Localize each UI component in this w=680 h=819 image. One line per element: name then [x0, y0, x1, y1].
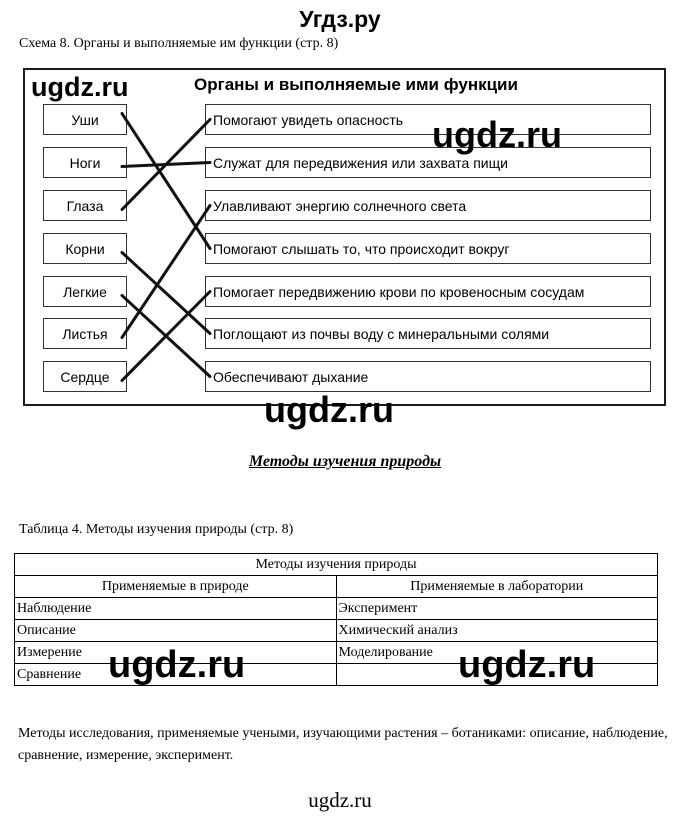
organ-box: Легкие: [43, 276, 127, 307]
table-cell: Измерение: [15, 642, 337, 664]
watermark: ugdz.ru: [432, 114, 562, 155]
table-cell: Химический анализ: [336, 620, 658, 642]
table-title: Методы изучения природы: [15, 554, 658, 576]
function-box: Улавливают энергию солнечного света: [205, 190, 651, 221]
watermark: ugdz.ru: [264, 389, 394, 430]
table-cell: Моделирование: [336, 642, 658, 664]
table-cell: Эксперимент: [336, 598, 658, 620]
section-heading: Методы изучения природы: [248, 453, 442, 470]
function-box: Обеспечивают дыхание: [205, 361, 651, 392]
scheme-caption: Схема 8. Органы и выполняемые им функции (стр. 8): [19, 36, 339, 51]
site-title: Угдз.ру: [299, 6, 381, 32]
function-box: Поглощают из почвы воду с минеральными солями: [205, 318, 651, 349]
table-title-row: [15, 554, 658, 576]
footer-watermark: ugdz.ru: [308, 788, 372, 812]
watermark: ugdz.ru: [31, 72, 129, 102]
organ-box: Листья: [43, 318, 127, 349]
function-box: Служат для передвижения или захвата пищи: [205, 147, 651, 178]
function-box: Помогают слышать то, что происходит вокруг: [205, 233, 651, 264]
table-cell: Наблюдение: [15, 598, 337, 620]
table-cell: Сравнение: [15, 664, 337, 686]
table-caption: Таблица 4. Методы изучения природы (стр. 8): [19, 522, 294, 537]
organ-box: Уши: [43, 104, 127, 135]
watermark: ugdz.ru: [458, 644, 596, 686]
function-box: Помогает передвижению крови по кровеносным сосудам: [205, 276, 651, 307]
organ-box: Корни: [43, 233, 127, 264]
organ-box: Глаза: [43, 190, 127, 221]
table-header-row: [15, 576, 658, 598]
column-header: Применяемые в лаборатории: [336, 576, 658, 598]
table-row: [15, 598, 658, 620]
function-box: Помогают увидеть опасность: [205, 104, 651, 135]
table-cell: Описание: [15, 620, 337, 642]
scheme-title: Органы и выполняемые ими функции: [194, 75, 518, 94]
column-header: Применяемые в природе: [15, 576, 337, 598]
table-row: [15, 620, 658, 642]
watermark: ugdz.ru: [108, 644, 246, 686]
organ-box: Сердце: [43, 361, 127, 392]
organ-box: Ноги: [43, 147, 127, 178]
body-text: Методы исследования, применяемые учеными, изучающими растения – ботаниками: описание, наблюдение, сравнение, измерение, эксперимент.: [18, 726, 668, 763]
